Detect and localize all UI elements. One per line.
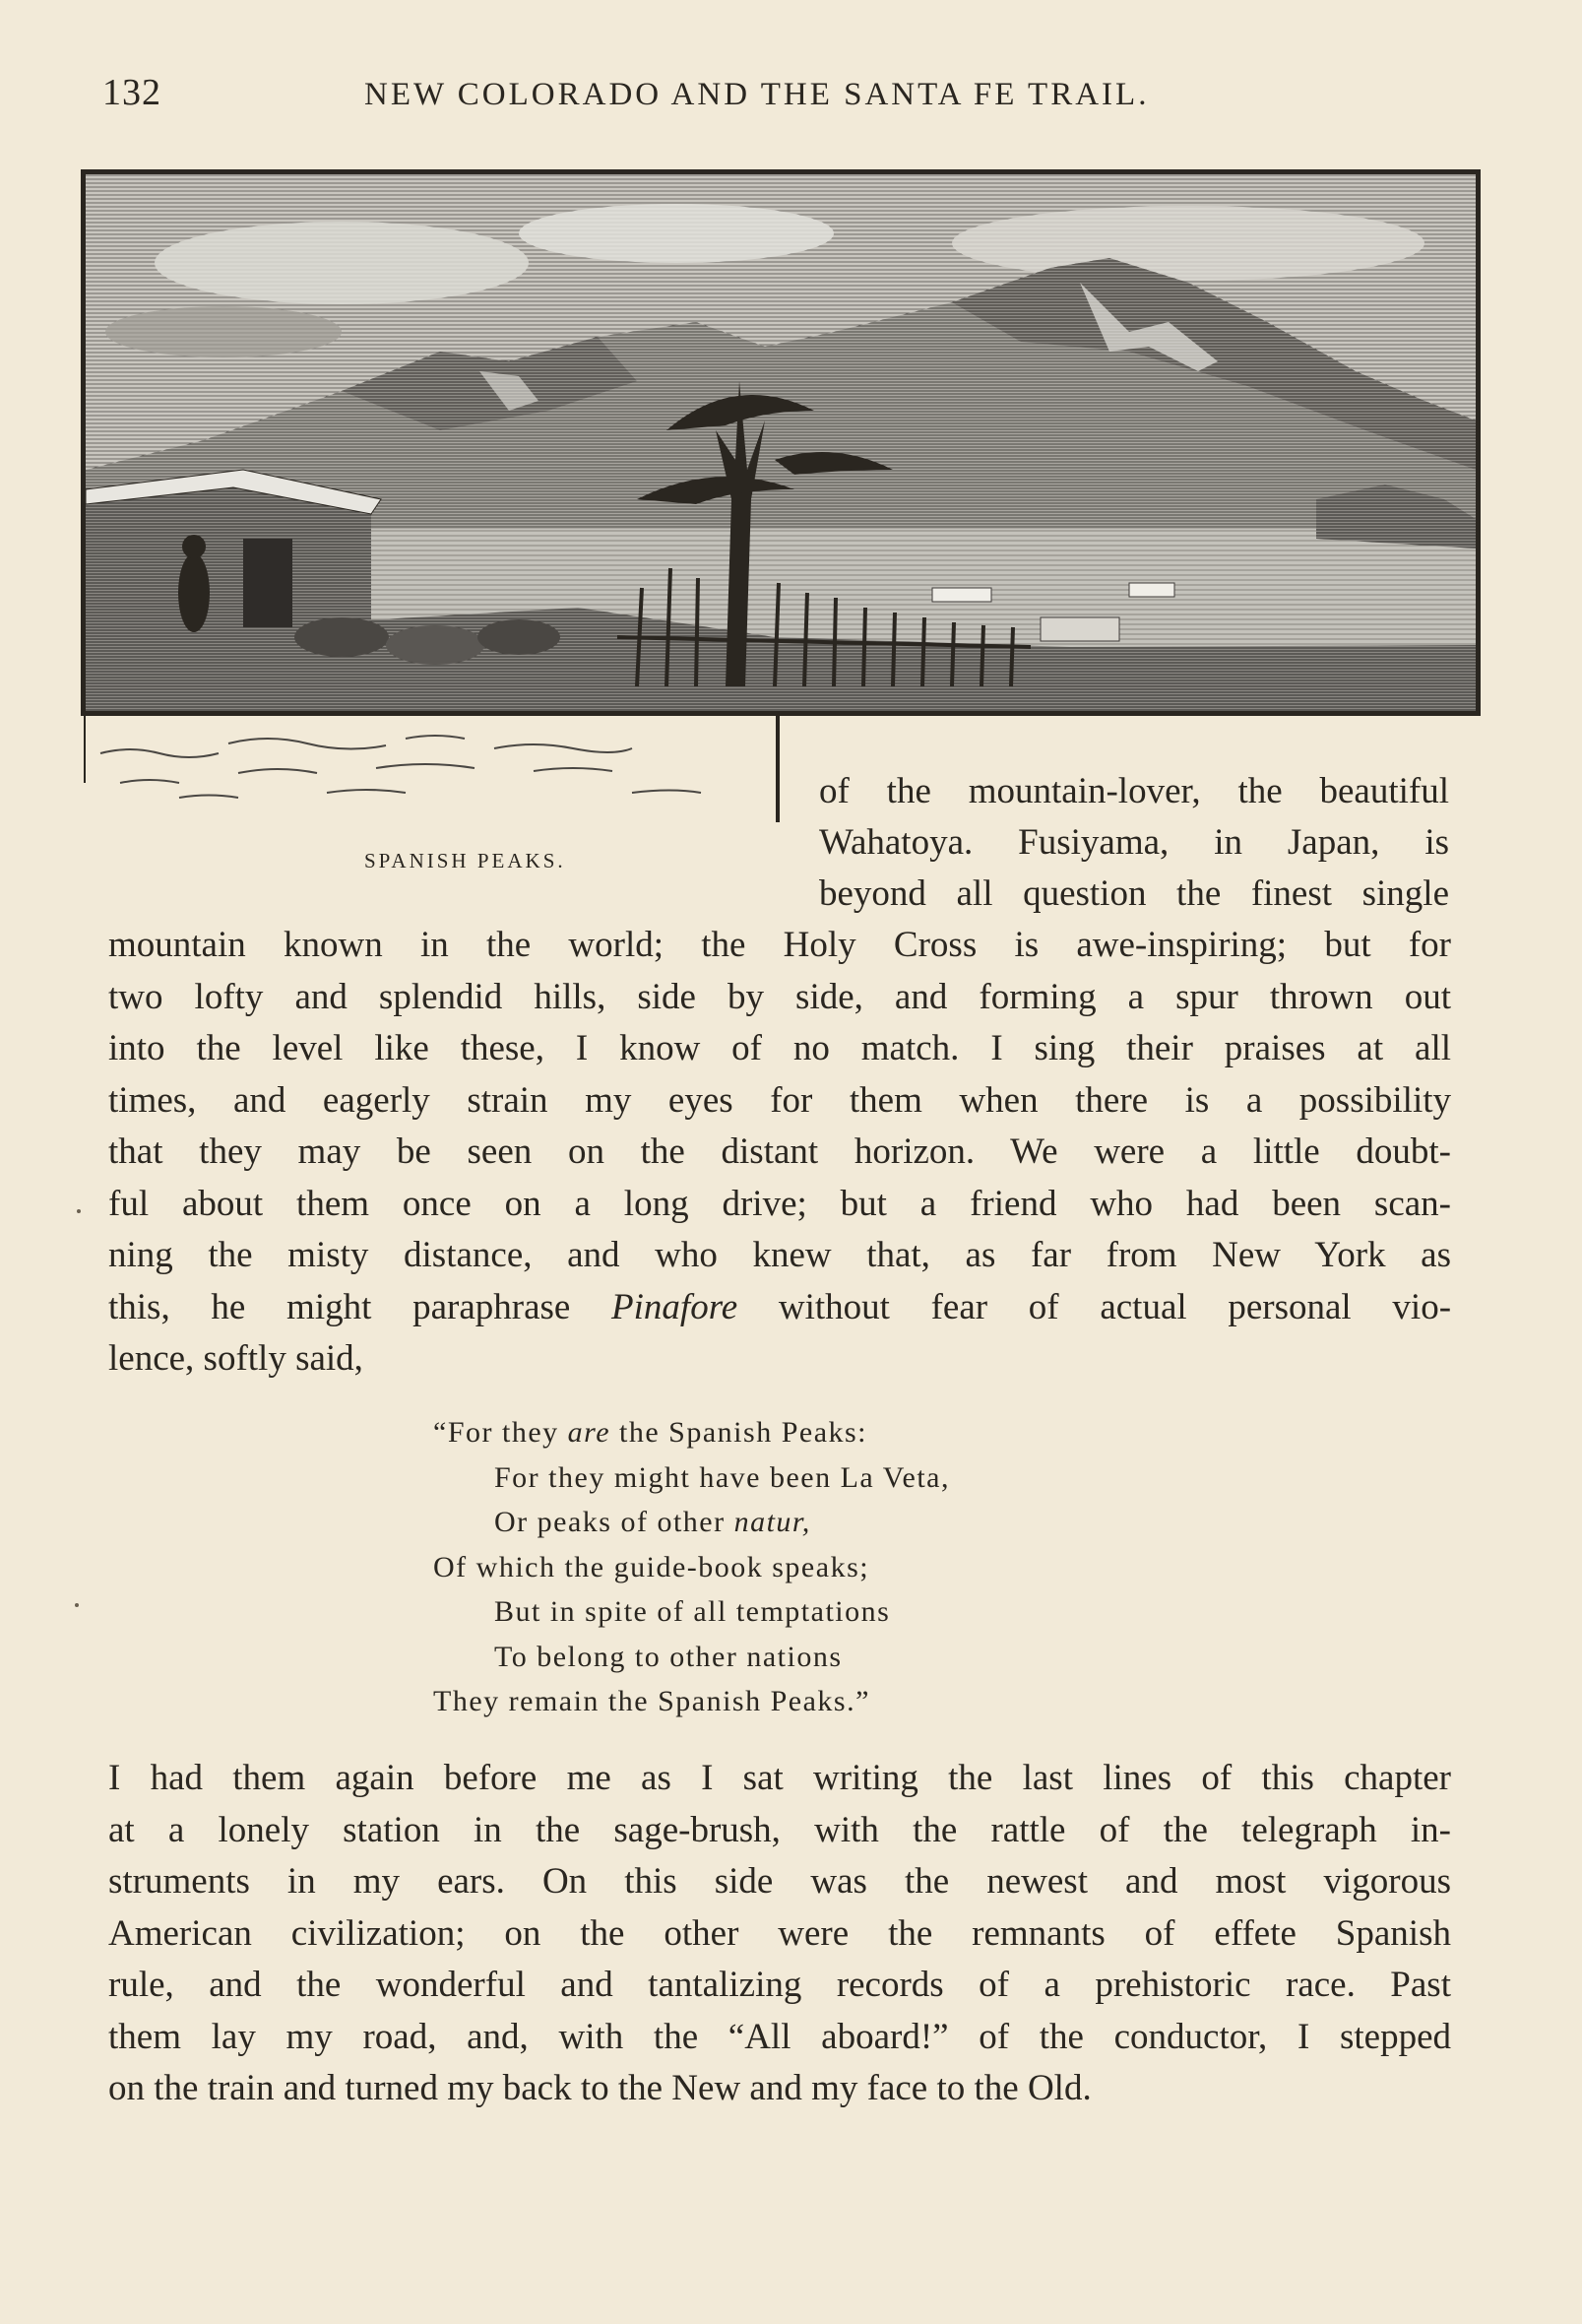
- margin-mark: [75, 1603, 79, 1607]
- text-line: American civilization; on the other were the remnants of effete Spanish: [108, 1912, 1451, 1954]
- verse-line: But in spite of all temptations: [494, 1595, 891, 1628]
- text-line: on the train and turned my back to the New and my face to the Old.: [108, 2068, 1092, 2108]
- verse-segment: “For they: [433, 1416, 568, 1449]
- verse-segment: Or peaks of other: [494, 1506, 734, 1538]
- text-line: Wahatoya. Fusiyama, in Japan, is: [819, 822, 1449, 863]
- verse-line: Of which the guide-book speaks;: [433, 1550, 870, 1583]
- margin-mark: [77, 1209, 81, 1213]
- text-segment: this, he might paraphrase: [108, 1286, 612, 1327]
- verse-line: They remain the Spanish Peaks.”: [433, 1685, 870, 1717]
- paragraph-continuation: [108, 920, 1451, 1386]
- spanish-peaks-engraving: [81, 169, 1481, 716]
- text-line: struments in my ears. On this side was the newest and most vigorous: [108, 1861, 1451, 1902]
- text-line: them lay my road, and, with the “All aboard!” of the conductor, I stepped: [108, 2016, 1451, 2057]
- verse-line: [433, 1500, 950, 1545]
- text-line: ning the misty distance, and who knew that, as far from New York as: [108, 1235, 1451, 1275]
- verse-italic: are: [567, 1416, 611, 1449]
- figure-caption: SPANISH PEAKS.: [364, 849, 566, 872]
- verse-line: [433, 1410, 950, 1455]
- running-title: NEW COLORADO AND THE SANTA FE TRAIL.: [364, 77, 1150, 112]
- verse-segment: the Spanish Peaks:: [610, 1416, 868, 1449]
- text-line: mountain known in the world; the Holy Cross is awe-inspiring; but for: [108, 925, 1451, 965]
- text-line: into the level like these, I know of no match. I sing their praises at all: [108, 1028, 1451, 1068]
- text-line: of the mountain-lover, the beautiful: [819, 771, 1449, 811]
- text-line: beyond all question the finest single: [819, 873, 1449, 914]
- engraving-foreground-sketch: [81, 714, 780, 832]
- verse-line: To belong to other nations: [494, 1640, 843, 1673]
- text-segment: without fear of actual personal vio-: [737, 1286, 1452, 1327]
- verse-italic: natur,: [733, 1506, 811, 1538]
- text-line-with-italic: [108, 1282, 1451, 1334]
- text-line: two lofty and splendid hills, side by side, and forming a spur thrown out: [108, 976, 1451, 1017]
- text-line: ful about them once on a long drive; but a friend who had been scan-: [108, 1183, 1451, 1224]
- text-line: rule, and the wonderful and tantalizing records of a prehistoric race. Past: [108, 1965, 1451, 2005]
- closing-paragraph: [108, 1753, 1451, 2115]
- text-line: at a lonely station in the sage-brush, with the rattle of the telegraph in-: [108, 1809, 1451, 1850]
- text-line: times, and eagerly strain my eyes for them when there is a possibility: [108, 1079, 1451, 1121]
- text-beside-figure: [819, 766, 1449, 920]
- text-line: lence, softly said,: [108, 1338, 363, 1379]
- verse-line: For they might have been La Veta,: [494, 1460, 950, 1494]
- page-number: 132: [102, 72, 161, 113]
- text-line: I had them again before me as I sat writing the last lines of this chapter: [108, 1758, 1451, 1798]
- text-line: that they may be seen on the distant horizon. We were a little doubt-: [108, 1131, 1451, 1172]
- verse-quotation: [433, 1410, 950, 1724]
- italic-title-pinafore: Pinafore: [611, 1286, 738, 1327]
